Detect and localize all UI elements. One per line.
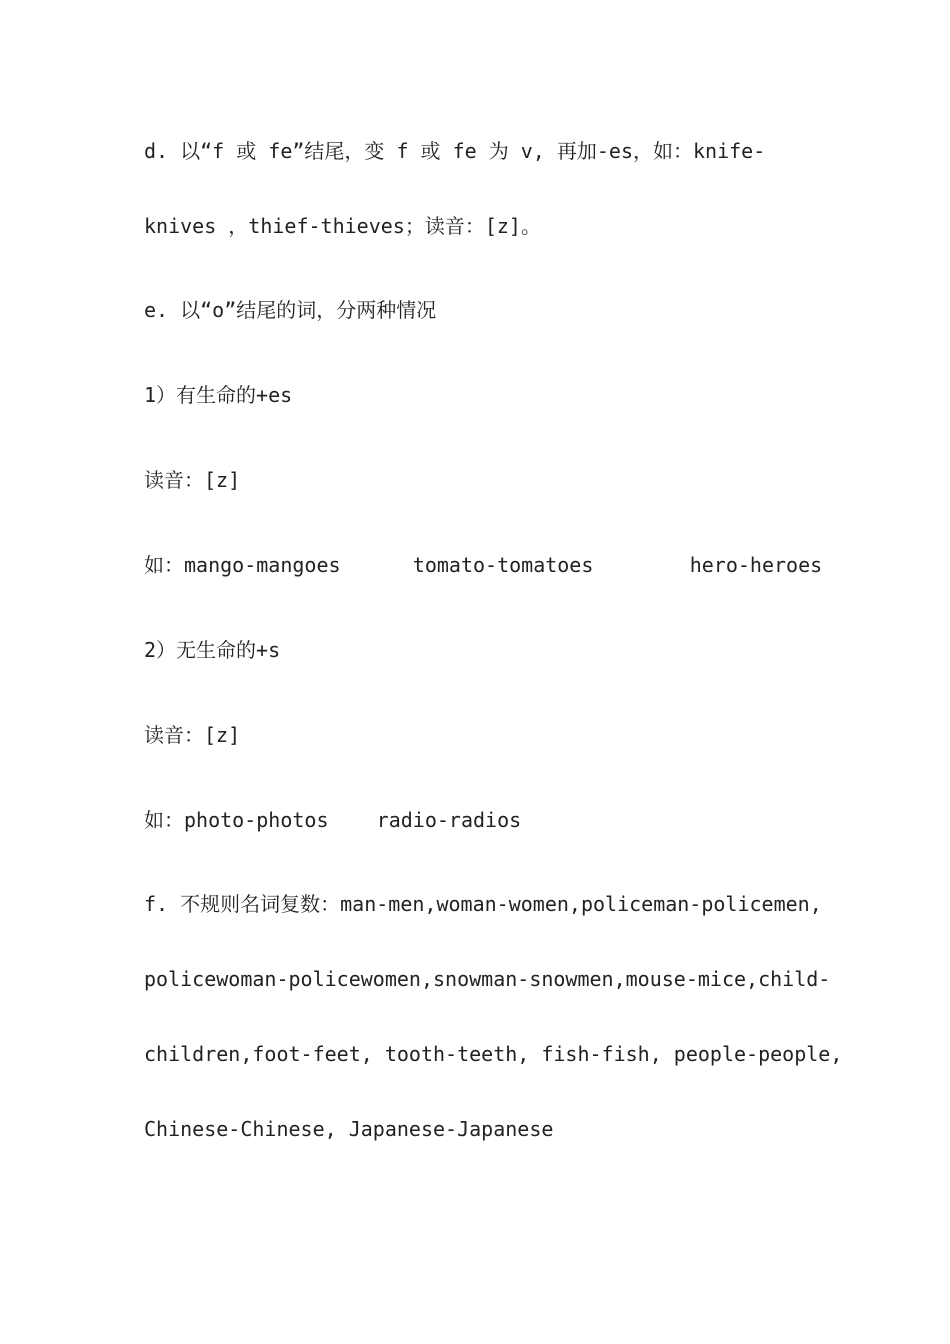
rule-d-line-2: knives ，thief-thieves；读音：[z]。 xyxy=(144,214,541,238)
rule-e-case-2-examples: 如：photo-photos radio-radios xyxy=(144,808,522,832)
rule-f-line-4: Chinese-Chinese, Japanese-Japanese xyxy=(144,1117,554,1141)
rule-e-case-1: 1）有生命的+es xyxy=(144,383,293,407)
rule-e-case-1-pronunciation: 读音：[z] xyxy=(144,468,241,492)
rule-e-case-1-examples: 如：mango-mangoes tomato-tomatoes hero-heroes xyxy=(144,553,823,577)
rule-d-line-1: d. 以“f 或 fe”结尾，变 f 或 fe 为 v, 再加-es，如：knife- xyxy=(144,139,766,163)
rule-f-line-3: children,foot-feet, tooth-teeth, fish-fish, people-people, xyxy=(144,1042,843,1066)
rule-e-case-2: 2）无生命的+s xyxy=(144,638,281,662)
rule-e-heading: e. 以“o”结尾的词，分两种情况 xyxy=(144,298,437,322)
rule-e-case-2-pronunciation: 读音：[z] xyxy=(144,723,241,747)
rule-f-line-1: f. 不规则名词复数：man-men,woman-women,policeman-policemen, xyxy=(144,892,822,916)
rule-f-line-2: policewoman-policewomen,snowman-snowmen,mouse-mice,child- xyxy=(144,967,831,991)
